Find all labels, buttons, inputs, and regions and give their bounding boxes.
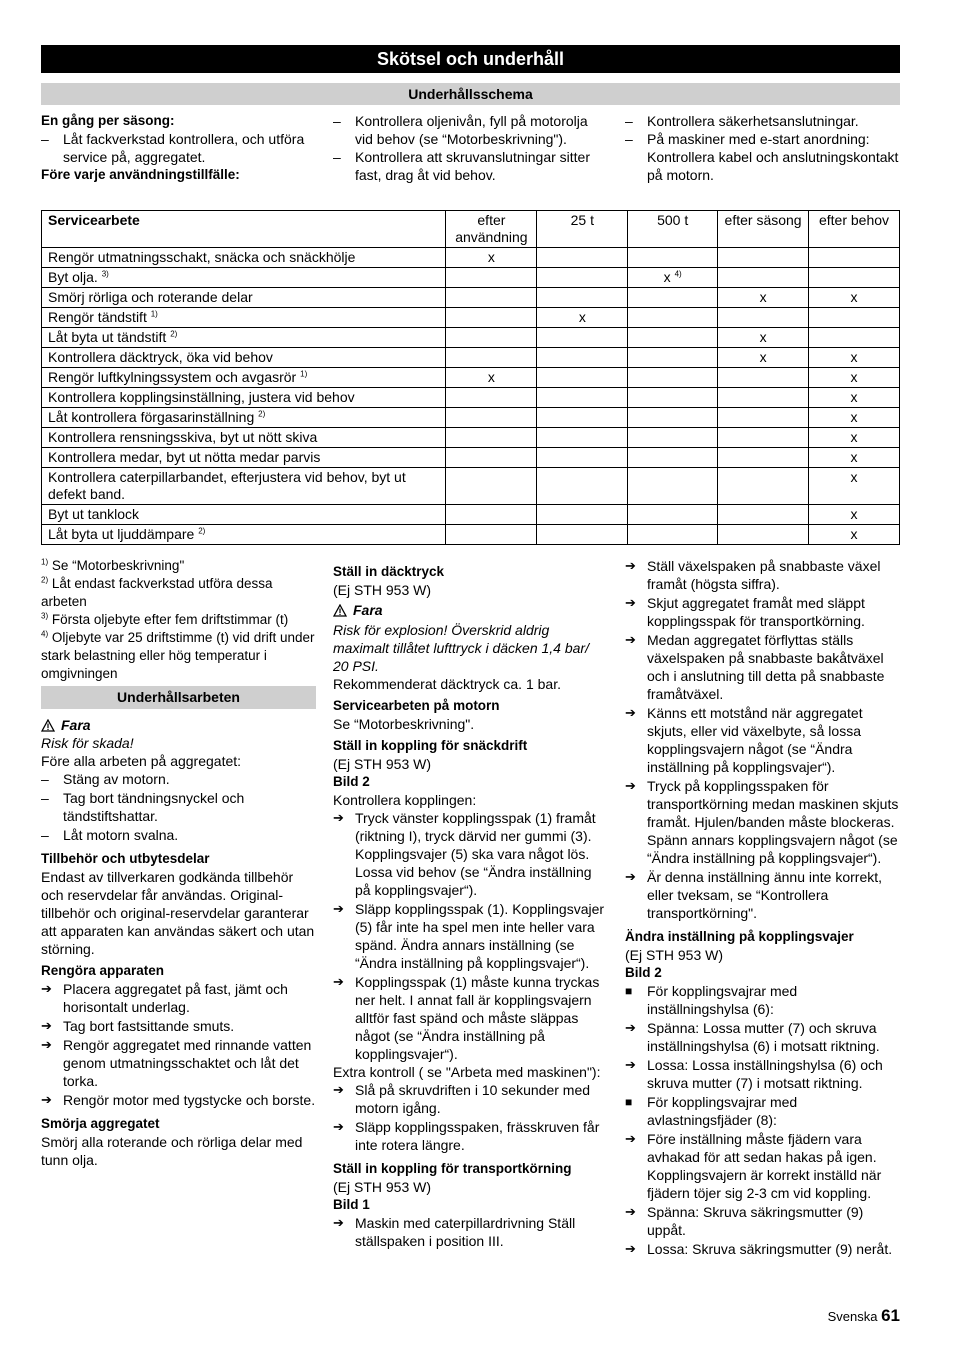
schedule-cell bbox=[628, 505, 718, 525]
schedule-cell bbox=[446, 268, 537, 288]
list-item: ➔ Känns ett motstånd när aggregatet skjuts, eller vid växelbyte, så lossa kopplingsvajern något (se “Ändra inställning på kopplingsvajer“). bbox=[625, 705, 863, 775]
schedule-cell bbox=[537, 288, 628, 308]
schedule-cell: x bbox=[809, 408, 900, 428]
task-cell: Kontrollera rensningsskiva, byt ut nött skiva bbox=[42, 428, 446, 448]
task-cell: Rengör tändstift $^{1)}$ bbox=[42, 308, 446, 328]
footnote: $^{1)}$ Se “Motorbeskrivning" bbox=[41, 557, 185, 573]
warning-icon bbox=[41, 719, 55, 732]
list-item: ➔ Tag bort fastsittande smuts. bbox=[41, 1018, 235, 1034]
table-row bbox=[42, 288, 900, 308]
change-heading: Ändra inställning på kopplingsvajer bbox=[625, 929, 854, 944]
table-row bbox=[42, 468, 900, 505]
maintenance-table bbox=[41, 210, 900, 545]
schedule-cell bbox=[718, 505, 809, 525]
schedule-cell: x bbox=[718, 328, 809, 348]
column-header: 25 t bbox=[537, 211, 628, 248]
schedule-cell bbox=[446, 308, 537, 328]
lube-heading: Smörja aggregatet bbox=[41, 1116, 160, 1131]
explosion-warning: Risk för explosion! Överskrid aldrig maximalt tillåtet lufttryck i däcken 1,4 bar/ 20 PSI. bbox=[333, 622, 589, 674]
motor-text: Se “Motorbeskrivning". bbox=[333, 716, 475, 732]
warning-icon bbox=[333, 604, 347, 617]
column-header: efter säsong bbox=[718, 211, 809, 248]
task-cell: Byt ut tanklock bbox=[42, 505, 446, 525]
section-title-work: Underhållsarbeten bbox=[41, 686, 316, 709]
schedule-cell bbox=[446, 525, 537, 545]
schedule-cell bbox=[446, 448, 537, 468]
schedule-cell bbox=[628, 248, 718, 268]
task-cell: Låt kontrollera förgasarinställning $^{2)}$ bbox=[42, 408, 446, 428]
schedule-cell: x bbox=[718, 288, 809, 308]
schedule-cell bbox=[537, 408, 628, 428]
schedule-cell bbox=[446, 468, 537, 505]
page-footer bbox=[828, 1306, 900, 1326]
schedule-cell bbox=[809, 268, 900, 288]
schedule-cell bbox=[718, 408, 809, 428]
schedule-cell: x bbox=[809, 368, 900, 388]
schedule-cell bbox=[628, 448, 718, 468]
snail-subtitle: (Ej STH 953 W) bbox=[333, 756, 432, 772]
schedule-cell bbox=[446, 408, 537, 428]
schedule-cell bbox=[718, 468, 809, 505]
intro-column-2 bbox=[333, 112, 608, 184]
schedule-cell bbox=[446, 505, 537, 525]
schedule-cell bbox=[628, 388, 718, 408]
list-item: ➔ Tryck vänster kopplingsspak (1) framåt (riktning I), tryck därvid ner gummi (3). Kopplingsvajer (5) ska vara något lös. Lossa vid behov (se “Ändra inställning på kopplingsvajer“). bbox=[333, 810, 596, 898]
list-item: – Tag bort tändningsnyckel och tändstiftshattar. bbox=[41, 790, 245, 824]
table-row bbox=[42, 248, 900, 268]
list-item: – Låt fackverkstad kontrollera, och utföra service på, aggregatet. bbox=[41, 131, 305, 165]
figure-ref: Bild 2 bbox=[625, 965, 662, 980]
task-cell: Låt byta ut ljuddämpare $^{2)}$ bbox=[42, 525, 446, 545]
schedule-cell bbox=[718, 388, 809, 408]
task-cell: Byt olja. $^{3)}$ bbox=[42, 268, 446, 288]
table-row bbox=[42, 328, 900, 348]
column-header: Servicearbete bbox=[42, 211, 446, 248]
list-item: – Stäng av motorn. bbox=[41, 771, 170, 787]
task-cell: Rengör utmatningsschakt, snäcka och snäckhölje bbox=[42, 248, 446, 268]
list-item: ➔ Kopplingsspak (1) måste kunna tryckas ner helt. I annat fall är kopplingsvajern alltför fast spänd och måste släppas något (se “Ändra inställning på kopplingsvajer“). bbox=[333, 974, 600, 1062]
schedule-cell bbox=[718, 368, 809, 388]
task-cell: Låt byta ut tändstift $^{2)}$ bbox=[42, 328, 446, 348]
page-number: 61 bbox=[881, 1306, 900, 1325]
schedule-cell bbox=[537, 328, 628, 348]
task-cell: Kontrollera medar, byt ut nötta medar parvis bbox=[42, 448, 446, 468]
intro-column-1 bbox=[41, 112, 319, 184]
list-item: ➔ Spänna: Skruva säkringsmutter (9) uppåt. bbox=[625, 1204, 864, 1238]
column-header: 500 t bbox=[628, 211, 718, 248]
right-column bbox=[625, 557, 901, 1258]
section-title-schema: Underhållsschema bbox=[41, 83, 900, 105]
list-item: ➔ Medan aggregatet förflyttas ställs växelspaken på snabbaste bakåtväxel och i anslutning till detta på snabbaste framåtväxel. bbox=[625, 632, 885, 702]
schedule-cell bbox=[446, 288, 537, 308]
schedule-cell bbox=[537, 388, 628, 408]
schedule-cell bbox=[809, 248, 900, 268]
task-cell: Rengör luftkylningssystem och avgasrör $^{1)}$ bbox=[42, 368, 446, 388]
schedule-cell: x bbox=[809, 288, 900, 308]
table-row bbox=[42, 268, 900, 288]
schedule-cell bbox=[628, 525, 718, 545]
task-cell: Smörj rörliga och roterande delar bbox=[42, 288, 446, 308]
table-row bbox=[42, 525, 900, 545]
schedule-cell: x bbox=[809, 468, 900, 505]
schedule-cell: x bbox=[446, 248, 537, 268]
clean-heading: Rengöra apparaten bbox=[41, 963, 165, 978]
schedule-cell bbox=[537, 268, 628, 288]
schedule-cell bbox=[628, 468, 718, 505]
accessories-text: Endast av tillverkaren godkända tillbehör och reservdelar får användas. Original-tillbehör och original-reservdelar garanterar att apparaten kan användas säkert och utan störning. bbox=[41, 869, 315, 957]
schedule-cell: x bbox=[718, 348, 809, 368]
danger-label: Fara bbox=[41, 716, 319, 734]
schedule-cell: x bbox=[809, 525, 900, 545]
extra-check-text: Extra kontroll ( se "Arbeta med maskinen"): bbox=[333, 1064, 601, 1080]
tire-subtitle: (Ej STH 953 W) bbox=[333, 582, 432, 598]
change-subtitle: (Ej STH 953 W) bbox=[625, 947, 724, 963]
list-item: ➔ Ställ växelspaken på snabbaste växel framåt (högsta siffra). bbox=[625, 558, 881, 592]
schedule-cell bbox=[446, 388, 537, 408]
schedule-cell bbox=[718, 248, 809, 268]
list-item: ➔ Rengör aggregatet med rinnande vatten genom utmatningsschaktet och låt det torka. bbox=[41, 1037, 312, 1089]
column-header: efter användning bbox=[446, 211, 537, 248]
recommended-pressure: Rekommenderat däcktryck ca. 1 bar. bbox=[333, 676, 561, 692]
list-item: ➔ Lossa: Lossa inställningshylsa (6) och skruva mutter (7) i motsatt riktning. bbox=[625, 1057, 883, 1091]
schedule-cell bbox=[446, 348, 537, 368]
schedule-cell bbox=[718, 428, 809, 448]
figure-ref: Bild 1 bbox=[333, 1197, 370, 1212]
table-row bbox=[42, 505, 900, 525]
schedule-cell bbox=[628, 428, 718, 448]
middle-column bbox=[333, 563, 608, 1250]
schedule-cell bbox=[718, 308, 809, 328]
schedule-cell: x bbox=[446, 368, 537, 388]
list-item: ➔ Släpp kopplingsspaken, frässkruven får inte rotera längre. bbox=[333, 1119, 600, 1153]
schedule-cell: x bbox=[809, 388, 900, 408]
schedule-cell bbox=[537, 505, 628, 525]
task-cell: Kontrollera däcktryck, öka vid behov bbox=[42, 348, 446, 368]
check-text: Kontrollera kopplingen: bbox=[333, 792, 477, 808]
schedule-cell: x bbox=[809, 505, 900, 525]
schedule-cell bbox=[809, 308, 900, 328]
list-item: ➔ Skjut aggregatet framåt med släppt kopplingsspak för transportkörning. bbox=[625, 595, 865, 629]
season-heading: En gång per säsong: bbox=[41, 113, 175, 128]
list-item: ➔ Placera aggregatet på fast, jämt och horisontalt underlag. bbox=[41, 981, 288, 1015]
before-text: Före alla arbeten på aggregatet: bbox=[41, 753, 242, 769]
accessories-heading: Tillbehör och utbytesdelar bbox=[41, 851, 210, 866]
list-item: ➔ Före inställning måste fjädern vara avhakad för att sedan hakas på igen. Kopplingsvajern är korrekt inställd när fjädern töjer sig 2-3 cm vid koppling. bbox=[625, 1131, 882, 1201]
schedule-cell bbox=[718, 525, 809, 545]
list-item: ➔ Slå på skruvdriften i 10 sekunder med motorn igång. bbox=[333, 1082, 591, 1116]
schedule-cell bbox=[718, 268, 809, 288]
motor-heading: Servicearbeten på motorn bbox=[333, 698, 500, 713]
list-item: – Kontrollera oljenivån, fyll på motorolja vid behov (se “Motorbeskrivning"). bbox=[333, 113, 588, 147]
before-use-heading: Före varje användningstillfälle: bbox=[41, 167, 240, 182]
schedule-cell bbox=[446, 428, 537, 448]
footnote: $^{2)}$ Låt endast fackverkstad utföra dessa arbeten bbox=[41, 575, 273, 609]
page-title: Skötsel och underhåll bbox=[41, 45, 900, 73]
schedule-cell: x bbox=[809, 348, 900, 368]
schedule-cell bbox=[537, 448, 628, 468]
left-column bbox=[41, 716, 319, 1169]
danger-label: Fara bbox=[333, 601, 608, 619]
table-row bbox=[42, 308, 900, 328]
schedule-cell: x bbox=[537, 308, 628, 328]
footnote: $^{3)}$ Första oljebyte efter fem driftstimmar (t) bbox=[41, 611, 289, 627]
list-item: – Kontrollera att skruvanslutningar sitter fast, drag åt vid behov. bbox=[333, 149, 590, 183]
list-item: ➔ Är denna inställning ännu inte korrekt, eller tveksam, se “Kontrollera transportkörning". bbox=[625, 869, 883, 921]
footnotes bbox=[41, 557, 319, 683]
list-item: – Kontrollera säkerhetsanslutningar. bbox=[625, 113, 859, 129]
schedule-cell bbox=[537, 525, 628, 545]
language-label: Svenska bbox=[827, 1309, 878, 1324]
schedule-cell bbox=[446, 328, 537, 348]
list-item: ➔ Släpp kopplingsspak (1). Kopplingsvajer (5) får inte ha spel men inte heller vara spänd. Ändra annars inställning (se “Ändra inställning på kopplingsvajer“). bbox=[333, 901, 605, 971]
schedule-cell bbox=[809, 328, 900, 348]
schedule-cell bbox=[628, 288, 718, 308]
schedule-cell bbox=[537, 348, 628, 368]
list-item: ➔ Lossa: Skruva säkringsmutter (9) neråt. bbox=[625, 1241, 893, 1257]
list-item: ■ För kopplingsvajrar med avlastningsfjäder (8): bbox=[625, 1094, 798, 1128]
transport-subtitle: (Ej STH 953 W) bbox=[333, 1179, 432, 1195]
figure-ref: Bild 2 bbox=[333, 774, 370, 789]
list-item: ➔ Tryck på kopplingsspaken för transportkörning medan maskinen skjuts framåt. Hjulen/banden måste blockeras. Spänn annars kopplingsvajern något (se “Ändra inställning på kopplingsvajer“). bbox=[625, 778, 899, 866]
list-item: ➔ Spänna: Lossa mutter (7) och skruva inställningshylsa (6) i motsatt riktning. bbox=[625, 1020, 880, 1054]
snail-heading: Ställ in koppling för snäckdrift bbox=[333, 738, 528, 753]
schedule-cell: x $^{4)}$ bbox=[628, 268, 718, 288]
schedule-cell bbox=[537, 468, 628, 505]
schedule-cell: x bbox=[809, 448, 900, 468]
lube-text: Smörj alla roterande och rörliga delar med tunn olja. bbox=[41, 1134, 303, 1168]
transport-heading: Ställ in koppling för transportkörning bbox=[333, 1161, 572, 1176]
table-row bbox=[42, 448, 900, 468]
schedule-cell bbox=[628, 368, 718, 388]
table-row bbox=[42, 348, 900, 368]
task-cell: Kontrollera caterpillarbandet, efterjustera vid behov, byt ut defekt band. bbox=[42, 468, 446, 505]
intro-column-3 bbox=[625, 112, 900, 184]
table-header-row bbox=[42, 211, 900, 248]
column-header: efter behov bbox=[809, 211, 900, 248]
footnote: $^{4)}$ Oljebyte var 25 driftstimme (t) vid drift under stark belastning eller hög temperatur i omgivningen bbox=[41, 629, 315, 681]
list-item: ➔ Rengör motor med tygstycke och borste. bbox=[41, 1092, 316, 1108]
schedule-cell bbox=[628, 308, 718, 328]
schedule-cell: x bbox=[809, 428, 900, 448]
table-row bbox=[42, 428, 900, 448]
schedule-cell bbox=[628, 328, 718, 348]
table-row bbox=[42, 388, 900, 408]
risk-text: Risk för skada! bbox=[41, 735, 134, 751]
table-row bbox=[42, 408, 900, 428]
list-item: ➔ Maskin med caterpillardrivning Ställ ställspaken i position III. bbox=[333, 1215, 576, 1249]
schedule-cell bbox=[537, 368, 628, 388]
table-row bbox=[42, 368, 900, 388]
tire-heading: Ställ in däcktryck bbox=[333, 564, 445, 579]
schedule-cell bbox=[537, 428, 628, 448]
schedule-cell bbox=[628, 408, 718, 428]
schedule-cell bbox=[628, 348, 718, 368]
list-item: – Låt motorn svalna. bbox=[41, 827, 179, 843]
list-item: – På maskiner med e-start anordning: Kontrollera kabel och anslutningskontakt på motorn. bbox=[625, 131, 899, 183]
list-item: ■ För kopplingsvajrar med inställningshylsa (6): bbox=[625, 983, 798, 1017]
schedule-cell bbox=[537, 248, 628, 268]
task-cell: Kontrollera kopplingsinställning, justera vid behov bbox=[42, 388, 446, 408]
schedule-cell bbox=[718, 448, 809, 468]
